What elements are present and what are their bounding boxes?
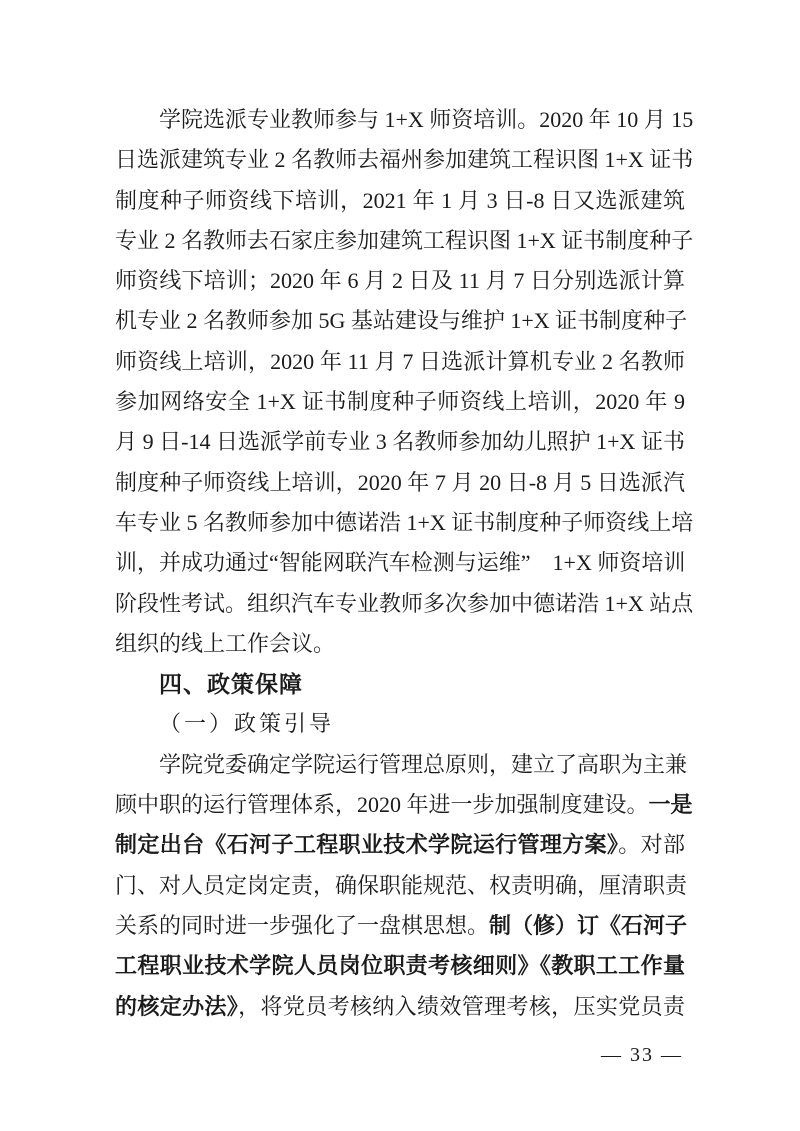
subsection-heading [115,704,685,744]
text-line [115,946,685,986]
text-run: 学院选派专业教师参与 1+X 师资培训。2020 年 10 月 15 [159,107,694,132]
text-run: 车专业 5 名教师参加中德诺浩 1+X 证书制度种子师资线上培 [115,509,694,535]
text-line [115,221,694,261]
text-run: 。对部 [618,832,685,858]
text-run: 专业 2 名教师去石家庄参加建筑工程识图 1+X 证书制度种子 [115,227,694,253]
text-run: 师资线上培训，2020 年 11 月 7 日选派计算机专业 2 名教师 [115,348,685,374]
text-run: 关系的同时进一步强化了一盘棋思想。 [115,912,490,938]
text-line [115,382,685,422]
text-line [115,987,685,1027]
text-run: 制度种子师资线下培训，2021 年 1 月 3 日-8 日又选派建筑 [115,187,685,213]
text-run: 学院党委确定学院运行管理总原则，建立了高职为主兼 [159,751,688,777]
text-run: ，将党员考核纳入绩效管理考核，压实党员责 [238,993,685,1019]
bold-text-run: 制（修）订《石河子 [489,912,688,938]
text-line [115,543,685,583]
text-run: 训，并成功通过“智能网联汽车检测与运维” 1+X 师资培训 [115,550,686,576]
text-line [115,825,685,865]
text-line [115,503,694,543]
text-line [115,584,694,624]
text-run: 日选派建筑专业 2 名教师去福州参加建筑工程识图 1+X 证书 [115,147,694,173]
bold-text-run: 工程职业技术学院人员岗位职责考核细则》《教职工工作量 [115,953,685,979]
document-body [115,100,694,1027]
text-run: 制度种子师资线上培训，2020 年 7 月 20 日-8 月 5 日选派汽 [115,469,685,495]
text-run: 门、对人员定岗定责，确保职能规范、权责明确，厘清职责 [115,872,688,898]
text-line [115,181,685,221]
bold-text-run: 的核定办法》 [115,993,239,1019]
text-run: 顾中职的运行管理体系，2020 年进一步加强制度建设。 [115,792,649,818]
bold-text-run: 四、政策保障 [159,671,303,698]
text-line [115,301,688,341]
text-line [115,261,685,301]
text-line [115,624,685,664]
text-line [115,906,688,946]
text-line [115,866,688,906]
bold-text-run: 制定出台《石河子工程职业技术学院运行管理方案》 [115,832,619,858]
section-heading [115,664,685,704]
text-line [115,140,694,180]
text-line [115,745,688,785]
text-line [115,342,685,382]
text-line [115,785,693,825]
text-run: 阶段性考试。组织汽车专业教师多次参加中德诺浩 1+X 站点 [115,590,694,616]
bold-text-run: 一是 [648,792,693,818]
text-run: 参加网络安全 1+X 证书制度种子师资线上培训，2020 年 9 [115,389,685,415]
text-line [115,463,685,503]
text-line [115,422,685,462]
text-run: （一）政策引导 [159,711,335,737]
text-run: 组织的线上工作会议。 [115,630,336,656]
page-number: — 33 — [601,1044,683,1066]
text-line [115,100,694,140]
text-run: 机专业 2 名教师参加 5G 基站建设与维护 1+X 证书制度种子 [115,308,688,334]
text-run: 月 9 日-14 日选派学前专业 3 名教师参加幼儿照护 1+X 证书 [115,429,685,455]
text-run: 师资线下培训；2020 年 6 月 2 日及 11 月 7 日分别选派计算 [115,268,685,294]
